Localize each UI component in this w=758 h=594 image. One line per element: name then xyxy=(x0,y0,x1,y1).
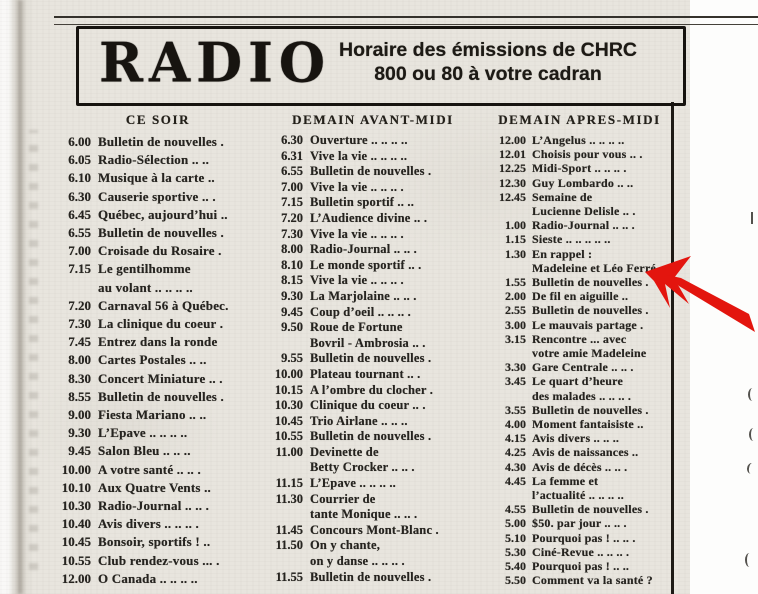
entry-title: A l’ombre du clocher . xyxy=(310,382,434,397)
entry-title: Fiesta Mariano .. .. xyxy=(98,407,207,423)
entry-title: Madeleine et Léo Ferré xyxy=(532,260,657,275)
schedule-entry xyxy=(43,315,259,333)
entry-time: 2.00 xyxy=(505,289,526,304)
schedule-entry xyxy=(43,388,259,406)
entry-time: 9.30 xyxy=(281,288,303,303)
tagline-line-2: 800 ou 80 à votre cadran xyxy=(374,63,602,85)
entry-time: 1.30 xyxy=(505,246,526,261)
entry-title: Sieste .. .. .. .. .. xyxy=(532,232,611,247)
red-arrow-icon xyxy=(637,255,758,341)
schedule-entry xyxy=(43,370,259,388)
entry-time: 9.30 xyxy=(68,425,91,441)
entry-title: Bulletin de nouvelles . xyxy=(310,429,432,444)
entry-title: Le gentilhomme xyxy=(98,261,191,277)
entry-time: 10.45 xyxy=(61,534,91,550)
entry-time: 8.10 xyxy=(281,257,303,272)
schedule-entry xyxy=(257,289,481,305)
entry-title: Causerie sportive .. . xyxy=(98,188,216,204)
entry-time: 10.40 xyxy=(61,516,91,532)
entry-time: 10.30 xyxy=(61,498,91,514)
entry-time: 3.30 xyxy=(505,360,526,375)
schedule-entry xyxy=(43,242,259,260)
page-title: RADIO xyxy=(99,31,332,95)
schedule-entry xyxy=(43,570,259,588)
schedule-entry xyxy=(257,273,481,289)
schedule-entry xyxy=(257,258,481,274)
entry-title: Bonsoir, sportifs ! .. xyxy=(98,534,211,550)
entry-time: 10.10 xyxy=(61,479,91,495)
entry-title: A votre santé .. .. . xyxy=(98,461,201,477)
entry-title: Coup d’oeil .. .. .. . xyxy=(310,304,411,319)
entry-title: Betty Crocker .. .. . xyxy=(310,460,415,475)
entry-time: 7.45 xyxy=(68,334,91,350)
schedule-entry xyxy=(484,403,674,417)
entry-time: 8.55 xyxy=(68,388,91,404)
entry-time: 11.50 xyxy=(275,538,303,553)
entry-title: Pourquoi pas ! .. .. . xyxy=(532,530,636,545)
entry-time: 8.00 xyxy=(68,352,91,368)
entry-title: Devinette de xyxy=(310,444,379,459)
schedule-entry xyxy=(257,227,481,243)
entry-title: tante Monique .. .. . xyxy=(310,507,418,522)
entry-title: Bulletin de nouvelles . xyxy=(98,225,224,241)
schedule-entry xyxy=(257,570,481,586)
entry-time: 10.55 xyxy=(61,552,91,568)
entry-time: 6.55 xyxy=(281,164,303,179)
entry-time: 9.00 xyxy=(68,407,91,423)
entry-title: votre amie Madeleine xyxy=(532,346,647,361)
entry-time: 1.00 xyxy=(505,218,526,233)
schedule-column-ce-soir xyxy=(43,133,259,588)
entry-title: Plateau tournant .. . xyxy=(310,366,421,381)
schedule-entry xyxy=(484,417,674,431)
schedule-entry xyxy=(484,502,674,516)
entry-time: 9.50 xyxy=(281,320,303,335)
entry-title: Bulletin de nouvelles . xyxy=(98,134,224,149)
entry-title: Midi-Sport .. .. .. . xyxy=(532,161,627,176)
schedule-entry xyxy=(257,476,481,492)
entry-time: 12.00 xyxy=(61,570,91,586)
column-heading-ce-soir: CE SOIR xyxy=(125,112,191,127)
entry-time: 11.45 xyxy=(275,522,303,537)
entry-title: Aux Quatre Vents .. xyxy=(98,479,211,495)
schedule-entry xyxy=(257,351,481,367)
entry-title: Bulletin sportif .. .. xyxy=(310,195,415,210)
schedule-entry xyxy=(43,479,259,497)
column-heading-demain-avant-midi: DEMAIN AVANT-MIDI xyxy=(292,112,454,127)
entry-title: Rencontre ... avec xyxy=(532,331,627,346)
entry-title: Avis de décès .. .. . xyxy=(532,459,628,474)
entry-title: Bulletin de nouvelles . xyxy=(532,502,649,517)
schedule-entry xyxy=(257,492,481,523)
entry-title: Semaine de xyxy=(532,189,593,204)
schedule-entry xyxy=(484,232,674,246)
entry-title: Bulletin de nouvelles . xyxy=(532,275,649,290)
schedule-entry xyxy=(43,151,259,169)
entry-time: 10.55 xyxy=(274,429,303,444)
entry-title: Vive la vie .. .. .. .. xyxy=(310,148,408,163)
entry-time: 7.15 xyxy=(68,261,91,277)
entry-time: 3.00 xyxy=(505,317,526,332)
schedule-entry xyxy=(257,149,481,165)
entry-title: L’Epave .. .. .. .. xyxy=(98,425,188,441)
entry-title: Bovril - Ambrosia .. . xyxy=(310,335,426,350)
entry-time: 8.30 xyxy=(68,370,91,386)
entry-time: 1.55 xyxy=(505,275,526,290)
entry-time: 10.45 xyxy=(274,413,303,428)
entry-title: l’actualité .. .. .. .. xyxy=(532,488,624,503)
radio-header-box xyxy=(76,26,686,106)
entry-time: 11.30 xyxy=(275,491,303,506)
schedule-entry xyxy=(484,176,674,190)
entry-title: Le mauvais partage . xyxy=(532,317,644,332)
schedule-entry xyxy=(257,383,481,399)
entry-title: Avis divers .. .. .. xyxy=(532,431,620,446)
entry-title: Le monde sportif .. . xyxy=(310,257,422,272)
entry-time: 4.15 xyxy=(505,431,526,446)
entry-title: Québec, aujourd’hui .. xyxy=(98,206,228,222)
entry-time: 9.45 xyxy=(281,304,303,319)
schedule-entry xyxy=(43,188,259,206)
entry-title: Croisade du Rosaire . xyxy=(98,243,222,259)
entry-time: 6.00 xyxy=(68,134,91,149)
schedule-entry xyxy=(257,367,481,383)
entry-time: 12.01 xyxy=(499,147,526,162)
entry-title: Radio-Sélection .. .. xyxy=(98,152,210,168)
page-edge-fragment xyxy=(745,553,754,567)
entry-time: 5.50 xyxy=(505,573,526,588)
schedule-entry xyxy=(484,460,674,474)
entry-time: 7.20 xyxy=(68,297,91,313)
entry-title: Bulletin de nouvelles . xyxy=(310,164,432,179)
entry-time: 6.05 xyxy=(68,152,91,168)
schedule-entry xyxy=(257,429,481,445)
entry-time: 8.00 xyxy=(281,242,303,257)
entry-title: Avis divers .. .. .. . xyxy=(98,516,199,532)
top-double-rule xyxy=(54,16,758,25)
entry-title: Roue de Fortune xyxy=(310,320,403,335)
entry-title: Bulletin de nouvelles . xyxy=(310,569,432,584)
schedule-entry xyxy=(257,180,481,196)
tagline-line-1: Horaire des émissions de CHRC xyxy=(338,39,637,61)
schedule-entry xyxy=(43,333,259,351)
entry-title: Le quart d’heure xyxy=(532,374,623,389)
entry-title: Concert Miniature .. . xyxy=(98,370,223,386)
schedule-entry xyxy=(257,133,481,149)
schedule-entry xyxy=(484,474,674,502)
entry-title: Radio-Journal .. .. . xyxy=(310,242,417,257)
entry-time: 4.45 xyxy=(505,473,526,488)
entry-time: 10.00 xyxy=(61,461,91,477)
entry-time: 7.00 xyxy=(281,179,303,194)
entry-time: 3.15 xyxy=(505,331,526,346)
schedule-entry xyxy=(43,461,259,479)
entry-time: 4.00 xyxy=(505,417,526,432)
entry-time: 3.45 xyxy=(505,374,526,389)
schedule-entry xyxy=(484,218,674,232)
schedule-entry xyxy=(484,360,674,374)
entry-time: 6.30 xyxy=(281,133,303,147)
schedule-entry xyxy=(484,431,674,445)
entry-time: 6.31 xyxy=(281,148,303,163)
schedule-column-demain-avant-midi xyxy=(257,133,481,585)
entry-time: 4.55 xyxy=(505,502,526,517)
entry-title: au volant .. .. .. .. xyxy=(98,279,193,295)
schedule-entry xyxy=(257,445,481,476)
schedule-entry xyxy=(43,206,259,224)
entry-time: 6.10 xyxy=(68,170,91,186)
schedule-entry xyxy=(43,497,259,515)
entry-title: La clinique du coeur . xyxy=(98,316,224,332)
schedule-entry xyxy=(43,260,259,296)
entry-time: 5.00 xyxy=(505,516,526,531)
entry-title: Vive la vie .. .. .. . xyxy=(310,179,404,194)
entry-title: Avis de naissances .. xyxy=(532,445,639,460)
schedule-entry xyxy=(484,516,674,530)
entry-time: 4.30 xyxy=(505,459,526,474)
entry-title: Clinique du coeur .. . xyxy=(310,398,426,413)
schedule-entry xyxy=(257,414,481,430)
entry-title: Gare Centrale .. .. . xyxy=(532,360,634,375)
entry-title: Lucienne Delisle .. . xyxy=(532,204,636,219)
schedule-entry xyxy=(43,169,259,187)
entry-time: 9.55 xyxy=(281,351,303,366)
schedule-entry xyxy=(484,161,674,175)
entry-time: 5.30 xyxy=(505,544,526,559)
entry-time: 12.30 xyxy=(499,175,526,190)
schedule-entry xyxy=(257,211,481,227)
entry-title: De fil en aiguille .. xyxy=(532,289,629,304)
entry-time: 6.30 xyxy=(68,188,91,204)
entry-time: 5.40 xyxy=(505,559,526,574)
entry-time: 10.15 xyxy=(274,382,303,397)
entry-title: Entrez dans la ronde xyxy=(98,334,218,350)
entry-title: Bulletin de nouvelles . xyxy=(532,402,649,417)
entry-time: 7.20 xyxy=(281,210,303,225)
column-heading-demain-apres-midi: DEMAIN APRES-MIDI xyxy=(498,112,661,127)
schedule-entry xyxy=(43,442,259,460)
entry-title: Radio-Journal .. .. . xyxy=(532,218,635,233)
entry-title: Radio-Journal .. .. . xyxy=(98,498,210,514)
entry-time: 12.00 xyxy=(499,133,526,147)
entry-time: 11.00 xyxy=(275,444,303,459)
schedule-entry xyxy=(257,164,481,180)
entry-title: Guy Lombardo .. .. xyxy=(532,175,634,190)
entry-title: Ouverture .. .. .. .. xyxy=(310,133,408,147)
schedule-entry xyxy=(484,531,674,545)
entry-title: Vive la vie .. .. .. . xyxy=(310,273,404,288)
entry-title: Carnaval 56 à Québec. xyxy=(98,297,229,313)
schedule-entry xyxy=(43,533,259,551)
schedule-entry xyxy=(43,424,259,442)
page-fold-shadow xyxy=(16,0,25,594)
entry-title: des malades .. .. .. . xyxy=(532,388,632,403)
schedule-entry xyxy=(257,398,481,414)
entry-title: En rappel : xyxy=(532,246,593,261)
schedule-entry xyxy=(484,559,674,573)
entry-title: Bulletin de nouvelles . xyxy=(310,351,432,366)
entry-title: Moment fantaisiste .. xyxy=(532,417,644,432)
entry-time: 9.45 xyxy=(68,443,91,459)
entry-title: Ciné-Revue .. .. .. . xyxy=(532,544,630,559)
entry-title: Musique à la carte .. xyxy=(98,170,215,186)
entry-title: La femme et xyxy=(532,473,599,488)
entry-time: 1.15 xyxy=(505,232,526,247)
entry-time: 7.30 xyxy=(68,316,91,332)
schedule-entry xyxy=(257,195,481,211)
schedule-entry xyxy=(257,320,481,351)
schedule-entry xyxy=(43,297,259,315)
entry-title: Courrier de xyxy=(310,491,376,506)
entry-title: Club rendez-vous ... . xyxy=(98,552,220,568)
schedule-entry xyxy=(43,351,259,369)
header-tagline xyxy=(307,38,669,86)
entry-title: L’Angelus .. .. .. .. xyxy=(532,133,625,147)
entry-title: Trio Airlane .. .. .. xyxy=(310,413,408,428)
entry-title: Cartes Postales .. .. xyxy=(98,352,207,368)
entry-time: 12.25 xyxy=(499,161,526,176)
entry-time: 7.30 xyxy=(281,226,303,241)
entry-time: 5.10 xyxy=(505,530,526,545)
schedule-entry xyxy=(484,573,674,587)
entry-time: 11.55 xyxy=(275,569,303,584)
entry-title: Comment va la santé ? xyxy=(532,573,653,588)
entry-time: 4.25 xyxy=(505,445,526,460)
entry-title: Pourquoi pas ! .. .. xyxy=(532,559,630,574)
entry-title: Bulletin de nouvelles . xyxy=(532,303,649,318)
entry-time: 12.45 xyxy=(499,189,526,204)
entry-time: 7.00 xyxy=(68,243,91,259)
schedule-entry xyxy=(257,305,481,321)
entry-title: On y chante, xyxy=(310,538,381,553)
entry-title: L’Epave .. .. .. .. xyxy=(310,476,396,491)
entry-time: 8.15 xyxy=(281,273,303,288)
schedule-entry xyxy=(43,406,259,424)
schedule-entry xyxy=(43,515,259,533)
schedule-entry xyxy=(484,190,674,218)
schedule-entry xyxy=(257,242,481,258)
entry-time: 6.45 xyxy=(68,206,91,222)
entry-time: 10.30 xyxy=(274,398,303,413)
schedule-entry xyxy=(43,133,259,151)
schedule-entry xyxy=(484,147,674,161)
schedule-entry xyxy=(257,523,481,539)
entry-time: 6.55 xyxy=(68,225,91,241)
schedule-entry xyxy=(43,224,259,242)
entry-time: 10.00 xyxy=(274,366,303,381)
entry-title: La Marjolaine .. .. . xyxy=(310,288,417,303)
entry-time: 11.15 xyxy=(275,476,303,491)
entry-title: Salon Bleu .. .. .. xyxy=(98,443,191,459)
entry-title: L’Audience divine .. . xyxy=(310,210,428,225)
entry-time: 7.15 xyxy=(281,195,303,210)
entry-title: Choisis pour vous .. . xyxy=(532,147,643,162)
entry-time: 2.55 xyxy=(505,303,526,318)
schedule-entry xyxy=(43,552,259,570)
page-edge-fragment xyxy=(748,388,757,401)
entry-title: O Canada .. .. .. .. xyxy=(98,570,198,586)
entry-title: on y danse .. .. .. . xyxy=(310,554,405,569)
page-edge-fragment xyxy=(749,428,758,441)
entry-title: Vive la vie .. .. .. . xyxy=(310,226,404,241)
schedule-entry xyxy=(484,445,674,459)
schedule-entry xyxy=(484,133,674,147)
page-edge-fragment xyxy=(751,212,758,224)
entry-title: Bulletin de nouvelles . xyxy=(98,388,224,404)
schedule-column-demain-apres-midi xyxy=(484,133,674,588)
entry-time: 3.55 xyxy=(505,402,526,417)
schedule-entry xyxy=(484,545,674,559)
schedule-entry xyxy=(257,538,481,569)
entry-title: $50. par jour .. .. . xyxy=(532,516,627,531)
schedule-entry xyxy=(484,374,674,402)
page-edge-fragment xyxy=(746,462,756,474)
entry-title: Concours Mont-Blanc . xyxy=(310,522,439,537)
